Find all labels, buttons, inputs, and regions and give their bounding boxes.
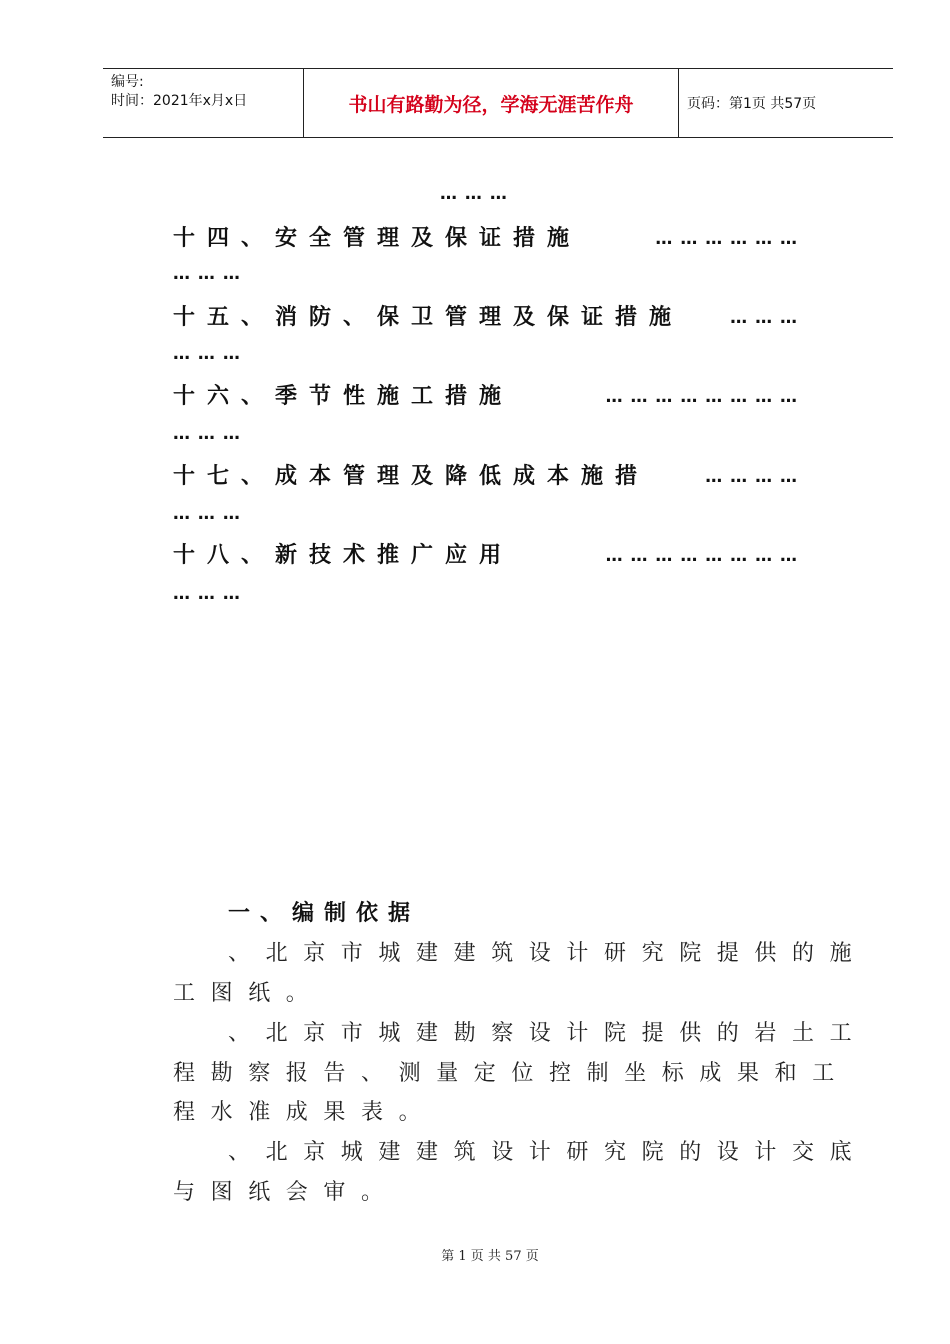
- toc-item-title: 十四、安全管理及保证措施: [173, 226, 582, 251]
- toc-item-dots: … … … … … … … …: [605, 387, 798, 407]
- toc-item: [173, 542, 798, 570]
- toc-item: [173, 225, 798, 253]
- toc-item-dots: … … …: [730, 308, 798, 328]
- toc-item-dots: … … … …: [705, 467, 798, 487]
- toc-item: [173, 463, 798, 491]
- page-header: [103, 68, 893, 138]
- page-footer: 第 1 页 共 57 页: [441, 1249, 539, 1264]
- body-line: 、北京城建建筑设计研究院的设计交底: [228, 1140, 868, 1165]
- toc-item-dots-cont: … … …: [173, 344, 241, 364]
- toc-item: [173, 304, 798, 332]
- toc-item-dots-cont: … … …: [173, 424, 241, 444]
- toc-item-dots: … … … … … … … …: [605, 546, 798, 566]
- toc-item-title: 十五、消防、保卫管理及保证措施: [173, 305, 684, 330]
- header-motto: 书山有路勤为径，学海无涯苦作舟: [348, 93, 634, 116]
- body-line: 、北京市城建建筑设计研究院提供的施: [228, 941, 868, 966]
- body-line: 与图纸会审。: [173, 1180, 399, 1205]
- toc-item: [173, 383, 798, 411]
- body-line: 程勘察报告、测量定位控制坐标成果和工: [173, 1061, 850, 1086]
- header-divider: [678, 69, 679, 137]
- header-meta: [111, 73, 247, 111]
- body-line: 工图纸。: [173, 981, 324, 1006]
- serial-label: 编号:: [111, 74, 144, 90]
- toc-item-title: 十六、季节性施工措施: [173, 384, 514, 409]
- toc-item-title: 十七、成本管理及降低成本施措: [173, 464, 650, 489]
- body-line: 程水准成果表。: [173, 1100, 437, 1125]
- toc-item-dots-cont: … … …: [173, 584, 241, 604]
- toc-item-dots-cont: … … …: [173, 504, 241, 524]
- toc-item-title: 十八、新技术推广应用: [173, 543, 514, 568]
- time-label: 时间：2021年x月x日: [111, 93, 248, 109]
- section-heading: 一、编制依据: [228, 901, 421, 926]
- toc-top-dots: … … …: [440, 184, 508, 204]
- body-line: 、北京市城建勘察设计院提供的岩土工: [228, 1021, 868, 1046]
- toc-item-dots-cont: … … …: [173, 264, 241, 284]
- header-page-label: 页码：第1页 共57页: [687, 96, 817, 112]
- toc-item-dots: … … … … … …: [655, 229, 798, 249]
